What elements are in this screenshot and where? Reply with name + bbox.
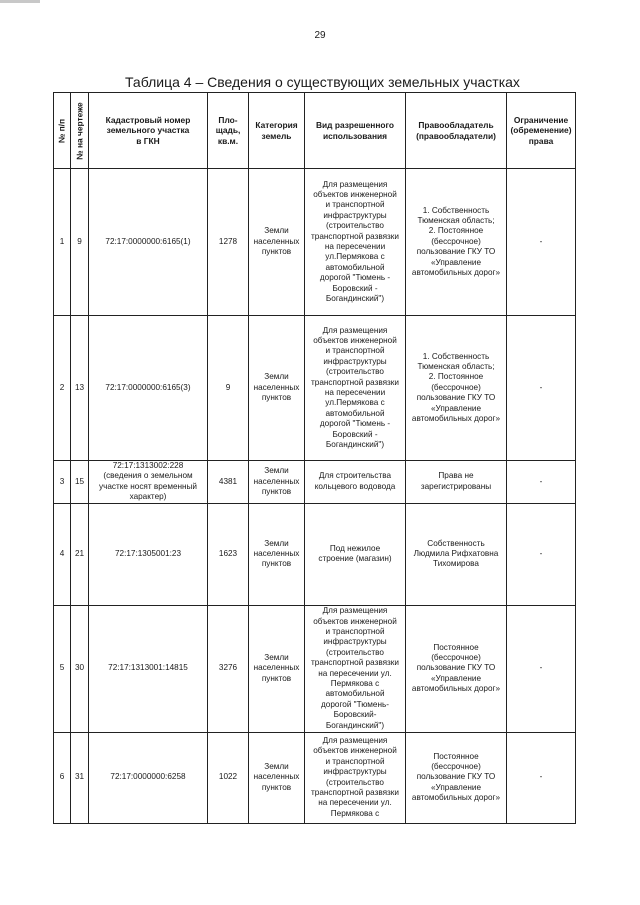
- drawing-number-cell: 30: [71, 605, 89, 732]
- restriction-cell: -: [507, 503, 576, 605]
- page-number: 29: [314, 30, 326, 41]
- right-holder-cell: Права не зарегистрированы: [406, 461, 507, 504]
- cadastral-number-cell: 72:17:0000000:6165(3): [89, 316, 208, 461]
- drawing-number-cell: 9: [71, 169, 89, 316]
- cadastral-number-cell: 72:17:1305001:23: [89, 503, 208, 605]
- area-cell: 1022: [208, 732, 249, 823]
- permitted-use-cell: Для строительства кольцевого водовода: [305, 461, 406, 504]
- area-cell: 9: [208, 316, 249, 461]
- land-category-cell: Земли населенных пунктов: [249, 605, 305, 732]
- land-category-cell: Земли населенных пунктов: [249, 732, 305, 823]
- row-number-cell: 5: [54, 605, 71, 732]
- table-header-row: [54, 93, 576, 169]
- restriction-cell: -: [507, 169, 576, 316]
- header-row-number: № п/п: [54, 93, 71, 169]
- header-restriction: Ограничение (обременение) права: [507, 93, 576, 169]
- header-area: Пло- щадь, кв.м.: [208, 93, 249, 169]
- cadastral-number-cell: 72:17:0000000:6258: [89, 732, 208, 823]
- table-row: [54, 169, 576, 316]
- permitted-use-cell: Для размещения объектов инженерной и транспортной инфраструктуры (строительство транспортной развязки на пересечении ул. Пермякова с автомобильной дорогой "Тюмень- Боровский- Богандинский"): [305, 605, 406, 732]
- table-row: [54, 316, 576, 461]
- header-cadastral-number: Кадастровый номер земельного участка в ГКН: [89, 93, 208, 169]
- land-category-cell: Земли населенных пунктов: [249, 461, 305, 504]
- cadastral-number-cell: 72:17:0000000:6165(1): [89, 169, 208, 316]
- row-number-cell: 1: [54, 169, 71, 316]
- right-holder-cell: Собственность Людмила Рифхатовна Тихомирова: [406, 503, 507, 605]
- area-cell: 4381: [208, 461, 249, 504]
- land-plots-table: [53, 92, 576, 824]
- permitted-use-cell: Для размещения объектов инженерной и транспортной инфраструктуры (строительство транспортной развязки на пересечении ул. Пермякова с: [305, 732, 406, 823]
- area-cell: 1623: [208, 503, 249, 605]
- cadastral-number-cell: 72:17:1313002:228 (сведения о земельном участке носят временный характер): [89, 461, 208, 504]
- header-permitted-use: Вид разрешенного использования: [305, 93, 406, 169]
- row-number-cell: 4: [54, 503, 71, 605]
- permitted-use-cell: Под нежилое строение (магазин): [305, 503, 406, 605]
- right-holder-cell: 1. Собственность Тюменская область; 2. Постоянное (бессрочное) пользование ГКУ ТО «Управление автомобильных дорог»: [406, 316, 507, 461]
- row-number-cell: 2: [54, 316, 71, 461]
- scan-corner-mark: [0, 0, 40, 3]
- cadastral-number-cell: 72:17:1313001:14815: [89, 605, 208, 732]
- permitted-use-cell: Для размещения объектов инженерной и транспортной инфраструктуры (строительство транспортной развязки на пересечении ул.Пермякова с автомобильной дорогой "Тюмень - Боровский - Богандинский"): [305, 169, 406, 316]
- land-category-cell: Земли населенных пунктов: [249, 503, 305, 605]
- restriction-cell: -: [507, 461, 576, 504]
- land-category-cell: Земли населенных пунктов: [249, 316, 305, 461]
- area-cell: 3276: [208, 605, 249, 732]
- row-number-cell: 6: [54, 732, 71, 823]
- right-holder-cell: 1. Собственность Тюменская область; 2. Постоянное (бессрочное) пользование ГКУ ТО «Управление автомобильных дорог»: [406, 169, 507, 316]
- restriction-cell: -: [507, 605, 576, 732]
- table-row: [54, 605, 576, 732]
- header-land-category: Категория земель: [249, 93, 305, 169]
- table-row: [54, 732, 576, 823]
- right-holder-cell: Постоянное (бессрочное) пользование ГКУ ТО «Управление автомобильных дорог»: [406, 605, 507, 732]
- drawing-number-cell: 15: [71, 461, 89, 504]
- table-row: [54, 503, 576, 605]
- table-row: [54, 461, 576, 504]
- land-category-cell: Земли населенных пунктов: [249, 169, 305, 316]
- right-holder-cell: Постоянное (бессрочное) пользование ГКУ ТО «Управление автомобильных дорог»: [406, 732, 507, 823]
- drawing-number-cell: 21: [71, 503, 89, 605]
- permitted-use-cell: Для размещения объектов инженерной и транспортной инфраструктуры (строительство транспортной развязки на пересечении ул.Пермякова с автомобильной дорогой "Тюмень - Боровский - Богандинский"): [305, 316, 406, 461]
- area-cell: 1278: [208, 169, 249, 316]
- header-right-holder: Правообладатель (правообладатели): [406, 93, 507, 169]
- restriction-cell: -: [507, 732, 576, 823]
- drawing-number-cell: 31: [71, 732, 89, 823]
- header-drawing-number: № на чертеже: [71, 93, 89, 169]
- restriction-cell: -: [507, 316, 576, 461]
- drawing-number-cell: 13: [71, 316, 89, 461]
- row-number-cell: 3: [54, 461, 71, 504]
- table-title: Таблица 4 – Сведения о существующих земельных участках: [125, 74, 520, 90]
